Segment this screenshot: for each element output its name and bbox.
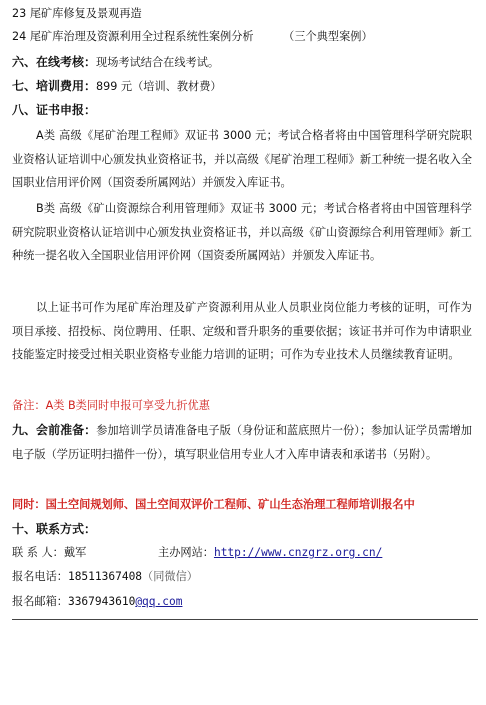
- course-item-23: [12, 6, 476, 22]
- phone-row: [12, 569, 476, 585]
- contact-label: 联 系 人：: [12, 546, 64, 559]
- bottom-divider: [12, 619, 478, 620]
- section-heading-contact: 十、联系方式：: [12, 522, 97, 536]
- phone-label: 报名电话：: [12, 570, 68, 583]
- section-preparation: [12, 419, 472, 466]
- website-group: [158, 545, 382, 561]
- also-recruiting-notice: 同时：国土空间规划师、国土空间双评价工程师、矿山生态治理工程师培训报名中: [12, 498, 415, 511]
- section-heading-certificate: 八、证书申报：: [12, 103, 97, 117]
- discount-remark: 备注：A类 B类同时申报可享受九折优惠: [12, 399, 210, 412]
- item-note: （三个典型案例）: [283, 30, 373, 43]
- section-text: 现场考试结合在线考试。: [96, 56, 220, 69]
- cert-usage-paragraph: 以上证书可作为尾矿库治理及矿产资源利用从业人员职业岗位能力考核的证明，可作为项目承接、招投标、岗位聘用、任职、定级和晋升职务的重要依据；该证书并可作为申请职业技能鉴定时接受过相关职业资格专业能力培训的证明；可作为专业技术人员继续教育证明。: [12, 301, 472, 361]
- contact-name: 戴军: [63, 546, 87, 559]
- phone-number: 18511367408: [67, 570, 143, 583]
- phone-note: （同微信）: [142, 570, 198, 583]
- email-label: 报名邮箱：: [12, 595, 68, 608]
- website-label: 主办网站：: [158, 546, 214, 559]
- course-item-24: [12, 29, 476, 45]
- cert-b-paragraph: B类 高级《矿山资源综合利用管理师》双证书 3000 元；考试合格者将由中国管理科学研究院职业资格认证培训中心颁发执业资格证书，并以高级《矿山资源综合利用管理师》新工种统一提名收入全国职业信用评价网（国资委所属网站）并颁发入库证书。: [12, 202, 472, 262]
- email-local: 3367943610: [67, 595, 136, 608]
- section-online-exam: [12, 54, 476, 71]
- item-text: 尾矿库治理及资源利用全过程系统性案例分析: [29, 30, 254, 43]
- website-link[interactable]: http://www.cnzgrz.org.cn/: [213, 546, 383, 559]
- section-fee: [12, 78, 476, 95]
- email-row: [12, 594, 476, 610]
- section-heading: 六、在线考核：: [12, 55, 97, 69]
- email-domain[interactable]: @qq.com: [135, 595, 183, 608]
- section-heading: 七、培训费用：: [12, 79, 97, 93]
- section-text: 899 元（培训、教材费）: [96, 80, 222, 93]
- item-text: 尾矿库修复及景观再造: [29, 7, 142, 20]
- item-number: 24: [12, 30, 27, 43]
- item-number: 23: [12, 7, 27, 20]
- cert-a-paragraph: A类 高级《尾矿治理工程师》双证书 3000 元；考试合格者将由中国管理科学研究院职业资格认证培训中心颁发执业资格证书，并以高级《尾矿治理工程师》新工种统一提名收入全国职业信用评价网（国资委所属网站）并颁发入库证书。: [12, 129, 472, 189]
- section-text: 参加培训学员请准备电子版（身份证和蓝底照片一份）；参加认证学员需增加电子版（学历证明扫描件一份），填写职业信用专业人才入库申请表和承诺书（另附）。: [12, 424, 472, 461]
- section-heading: 九、会前准备：: [12, 423, 97, 437]
- contact-row: [12, 545, 476, 561]
